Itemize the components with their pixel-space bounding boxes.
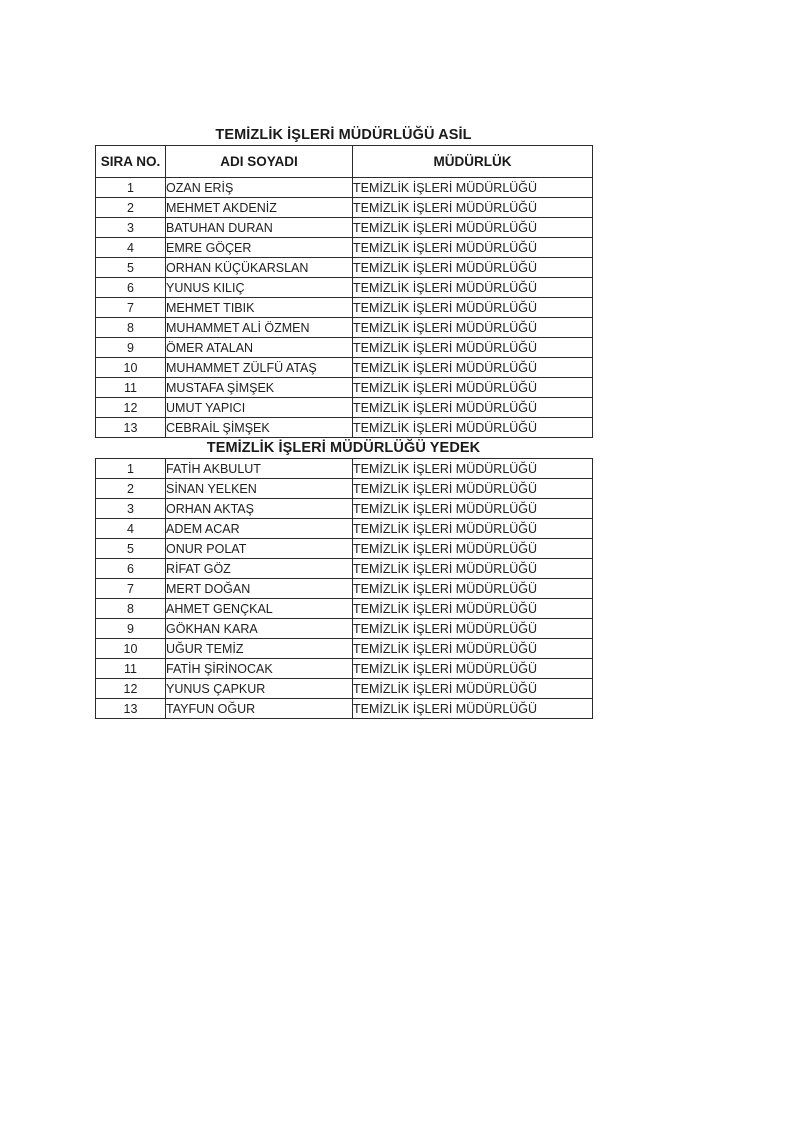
row-number-cell: 8 <box>96 318 166 338</box>
row-number-cell: 2 <box>96 198 166 218</box>
row-number-cell: 2 <box>96 479 166 499</box>
row-number-cell: 13 <box>96 418 166 438</box>
table-row <box>96 358 593 378</box>
table-row <box>96 459 593 479</box>
roster-table-yedek <box>95 458 593 719</box>
directorate-cell: TEMİZLİK İŞLERİ MÜDÜRLÜĞÜ <box>353 539 593 559</box>
row-number-cell: 4 <box>96 238 166 258</box>
name-cell: BATUHAN DURAN <box>166 218 353 238</box>
directorate-cell: TEMİZLİK İŞLERİ MÜDÜRLÜĞÜ <box>353 358 593 378</box>
directorate-cell: TEMİZLİK İŞLERİ MÜDÜRLÜĞÜ <box>353 298 593 318</box>
name-cell: AHMET GENÇKAL <box>166 599 353 619</box>
row-number-cell: 11 <box>96 378 166 398</box>
row-number-cell: 9 <box>96 338 166 358</box>
table-row <box>96 499 593 519</box>
table-row <box>96 218 593 238</box>
row-number-cell: 9 <box>96 619 166 639</box>
row-number-cell: 1 <box>96 459 166 479</box>
directorate-cell: TEMİZLİK İŞLERİ MÜDÜRLÜĞÜ <box>353 338 593 358</box>
directorate-cell: TEMİZLİK İŞLERİ MÜDÜRLÜĞÜ <box>353 378 593 398</box>
row-number-cell: 5 <box>96 258 166 278</box>
table-row <box>96 198 593 218</box>
row-number-cell: 12 <box>96 398 166 418</box>
name-cell: FATİH AKBULUT <box>166 459 353 479</box>
name-cell: EMRE GÖÇER <box>166 238 353 258</box>
column-header-sira-no: SIRA NO. <box>96 146 166 178</box>
name-cell: ÖMER ATALAN <box>166 338 353 358</box>
table-row <box>96 619 593 639</box>
table-row <box>96 579 593 599</box>
row-number-cell: 3 <box>96 218 166 238</box>
row-number-cell: 6 <box>96 559 166 579</box>
name-cell: ADEM ACAR <box>166 519 353 539</box>
table-row <box>96 479 593 499</box>
table-row <box>96 398 593 418</box>
table-row <box>96 699 593 719</box>
table-row <box>96 559 593 579</box>
directorate-cell: TEMİZLİK İŞLERİ MÜDÜRLÜĞÜ <box>353 479 593 499</box>
name-cell: FATİH ŞİRİNOCAK <box>166 659 353 679</box>
name-cell: MUHAMMET ZÜLFÜ ATAŞ <box>166 358 353 378</box>
row-number-cell: 7 <box>96 579 166 599</box>
directorate-cell: TEMİZLİK İŞLERİ MÜDÜRLÜĞÜ <box>353 499 593 519</box>
table-row <box>96 278 593 298</box>
table-row <box>96 639 593 659</box>
row-number-cell: 10 <box>96 639 166 659</box>
table-row <box>96 238 593 258</box>
name-cell: OZAN ERİŞ <box>166 178 353 198</box>
name-cell: YUNUS KILIÇ <box>166 278 353 298</box>
directorate-cell: TEMİZLİK İŞLERİ MÜDÜRLÜĞÜ <box>353 599 593 619</box>
name-cell: ORHAN AKTAŞ <box>166 499 353 519</box>
name-cell: CEBRAİL ŞİMŞEK <box>166 418 353 438</box>
directorate-cell: TEMİZLİK İŞLERİ MÜDÜRLÜĞÜ <box>353 278 593 298</box>
row-number-cell: 1 <box>96 178 166 198</box>
table-body-yedek <box>96 459 593 719</box>
row-number-cell: 13 <box>96 699 166 719</box>
table-body-asil <box>96 178 593 438</box>
row-number-cell: 10 <box>96 358 166 378</box>
name-cell: ORHAN KÜÇÜKARSLAN <box>166 258 353 278</box>
table-row <box>96 418 593 438</box>
directorate-cell: TEMİZLİK İŞLERİ MÜDÜRLÜĞÜ <box>353 459 593 479</box>
name-cell: MEHMET TIBIK <box>166 298 353 318</box>
name-cell: MUSTAFA ŞİMŞEK <box>166 378 353 398</box>
header-row <box>96 146 593 178</box>
table-row <box>96 539 593 559</box>
directorate-cell: TEMİZLİK İŞLERİ MÜDÜRLÜĞÜ <box>353 559 593 579</box>
name-cell: TAYFUN OĞUR <box>166 699 353 719</box>
table-row <box>96 178 593 198</box>
row-number-cell: 11 <box>96 659 166 679</box>
row-number-cell: 5 <box>96 539 166 559</box>
name-cell: MEHMET AKDENİZ <box>166 198 353 218</box>
directorate-cell: TEMİZLİK İŞLERİ MÜDÜRLÜĞÜ <box>353 679 593 699</box>
directorate-cell: TEMİZLİK İŞLERİ MÜDÜRLÜĞÜ <box>353 619 593 639</box>
name-cell: GÖKHAN KARA <box>166 619 353 639</box>
directorate-cell: TEMİZLİK İŞLERİ MÜDÜRLÜĞÜ <box>353 318 593 338</box>
directorate-cell: TEMİZLİK İŞLERİ MÜDÜRLÜĞÜ <box>353 398 593 418</box>
name-cell: UĞUR TEMİZ <box>166 639 353 659</box>
table-row <box>96 519 593 539</box>
name-cell: MUHAMMET ALİ ÖZMEN <box>166 318 353 338</box>
table-row <box>96 659 593 679</box>
table-row <box>96 298 593 318</box>
table-header <box>96 146 593 178</box>
table-row <box>96 318 593 338</box>
row-number-cell: 4 <box>96 519 166 539</box>
name-cell: RİFAT GÖZ <box>166 559 353 579</box>
directorate-cell: TEMİZLİK İŞLERİ MÜDÜRLÜĞÜ <box>353 639 593 659</box>
name-cell: UMUT YAPICI <box>166 398 353 418</box>
table-row <box>96 599 593 619</box>
directorate-cell: TEMİZLİK İŞLERİ MÜDÜRLÜĞÜ <box>353 178 593 198</box>
directorate-cell: TEMİZLİK İŞLERİ MÜDÜRLÜĞÜ <box>353 258 593 278</box>
roster-document <box>95 126 592 719</box>
row-number-cell: 7 <box>96 298 166 318</box>
column-header-mudurluk: MÜDÜRLÜK <box>353 146 593 178</box>
directorate-cell: TEMİZLİK İŞLERİ MÜDÜRLÜĞÜ <box>353 218 593 238</box>
roster-table-asil <box>95 145 593 438</box>
directorate-cell: TEMİZLİK İŞLERİ MÜDÜRLÜĞÜ <box>353 579 593 599</box>
section-title-yedek: TEMİZLİK İŞLERİ MÜDÜRLÜĞÜ YEDEK <box>206 440 481 456</box>
directorate-cell: TEMİZLİK İŞLERİ MÜDÜRLÜĞÜ <box>353 699 593 719</box>
directorate-cell: TEMİZLİK İŞLERİ MÜDÜRLÜĞÜ <box>353 238 593 258</box>
section-title-asil: TEMİZLİK İŞLERİ MÜDÜRLÜĞÜ ASİL <box>215 127 472 143</box>
row-number-cell: 8 <box>96 599 166 619</box>
name-cell: MERT DOĞAN <box>166 579 353 599</box>
row-number-cell: 12 <box>96 679 166 699</box>
table-row <box>96 258 593 278</box>
directorate-cell: TEMİZLİK İŞLERİ MÜDÜRLÜĞÜ <box>353 418 593 438</box>
directorate-cell: TEMİZLİK İŞLERİ MÜDÜRLÜĞÜ <box>353 198 593 218</box>
row-number-cell: 6 <box>96 278 166 298</box>
name-cell: ONUR POLAT <box>166 539 353 559</box>
table-row <box>96 378 593 398</box>
table-row <box>96 338 593 358</box>
name-cell: SİNAN YELKEN <box>166 479 353 499</box>
table-row <box>96 679 593 699</box>
row-number-cell: 3 <box>96 499 166 519</box>
name-cell: YUNUS ÇAPKUR <box>166 679 353 699</box>
column-header-adi-soyadi: ADI SOYADI <box>166 146 353 178</box>
directorate-cell: TEMİZLİK İŞLERİ MÜDÜRLÜĞÜ <box>353 519 593 539</box>
directorate-cell: TEMİZLİK İŞLERİ MÜDÜRLÜĞÜ <box>353 659 593 679</box>
